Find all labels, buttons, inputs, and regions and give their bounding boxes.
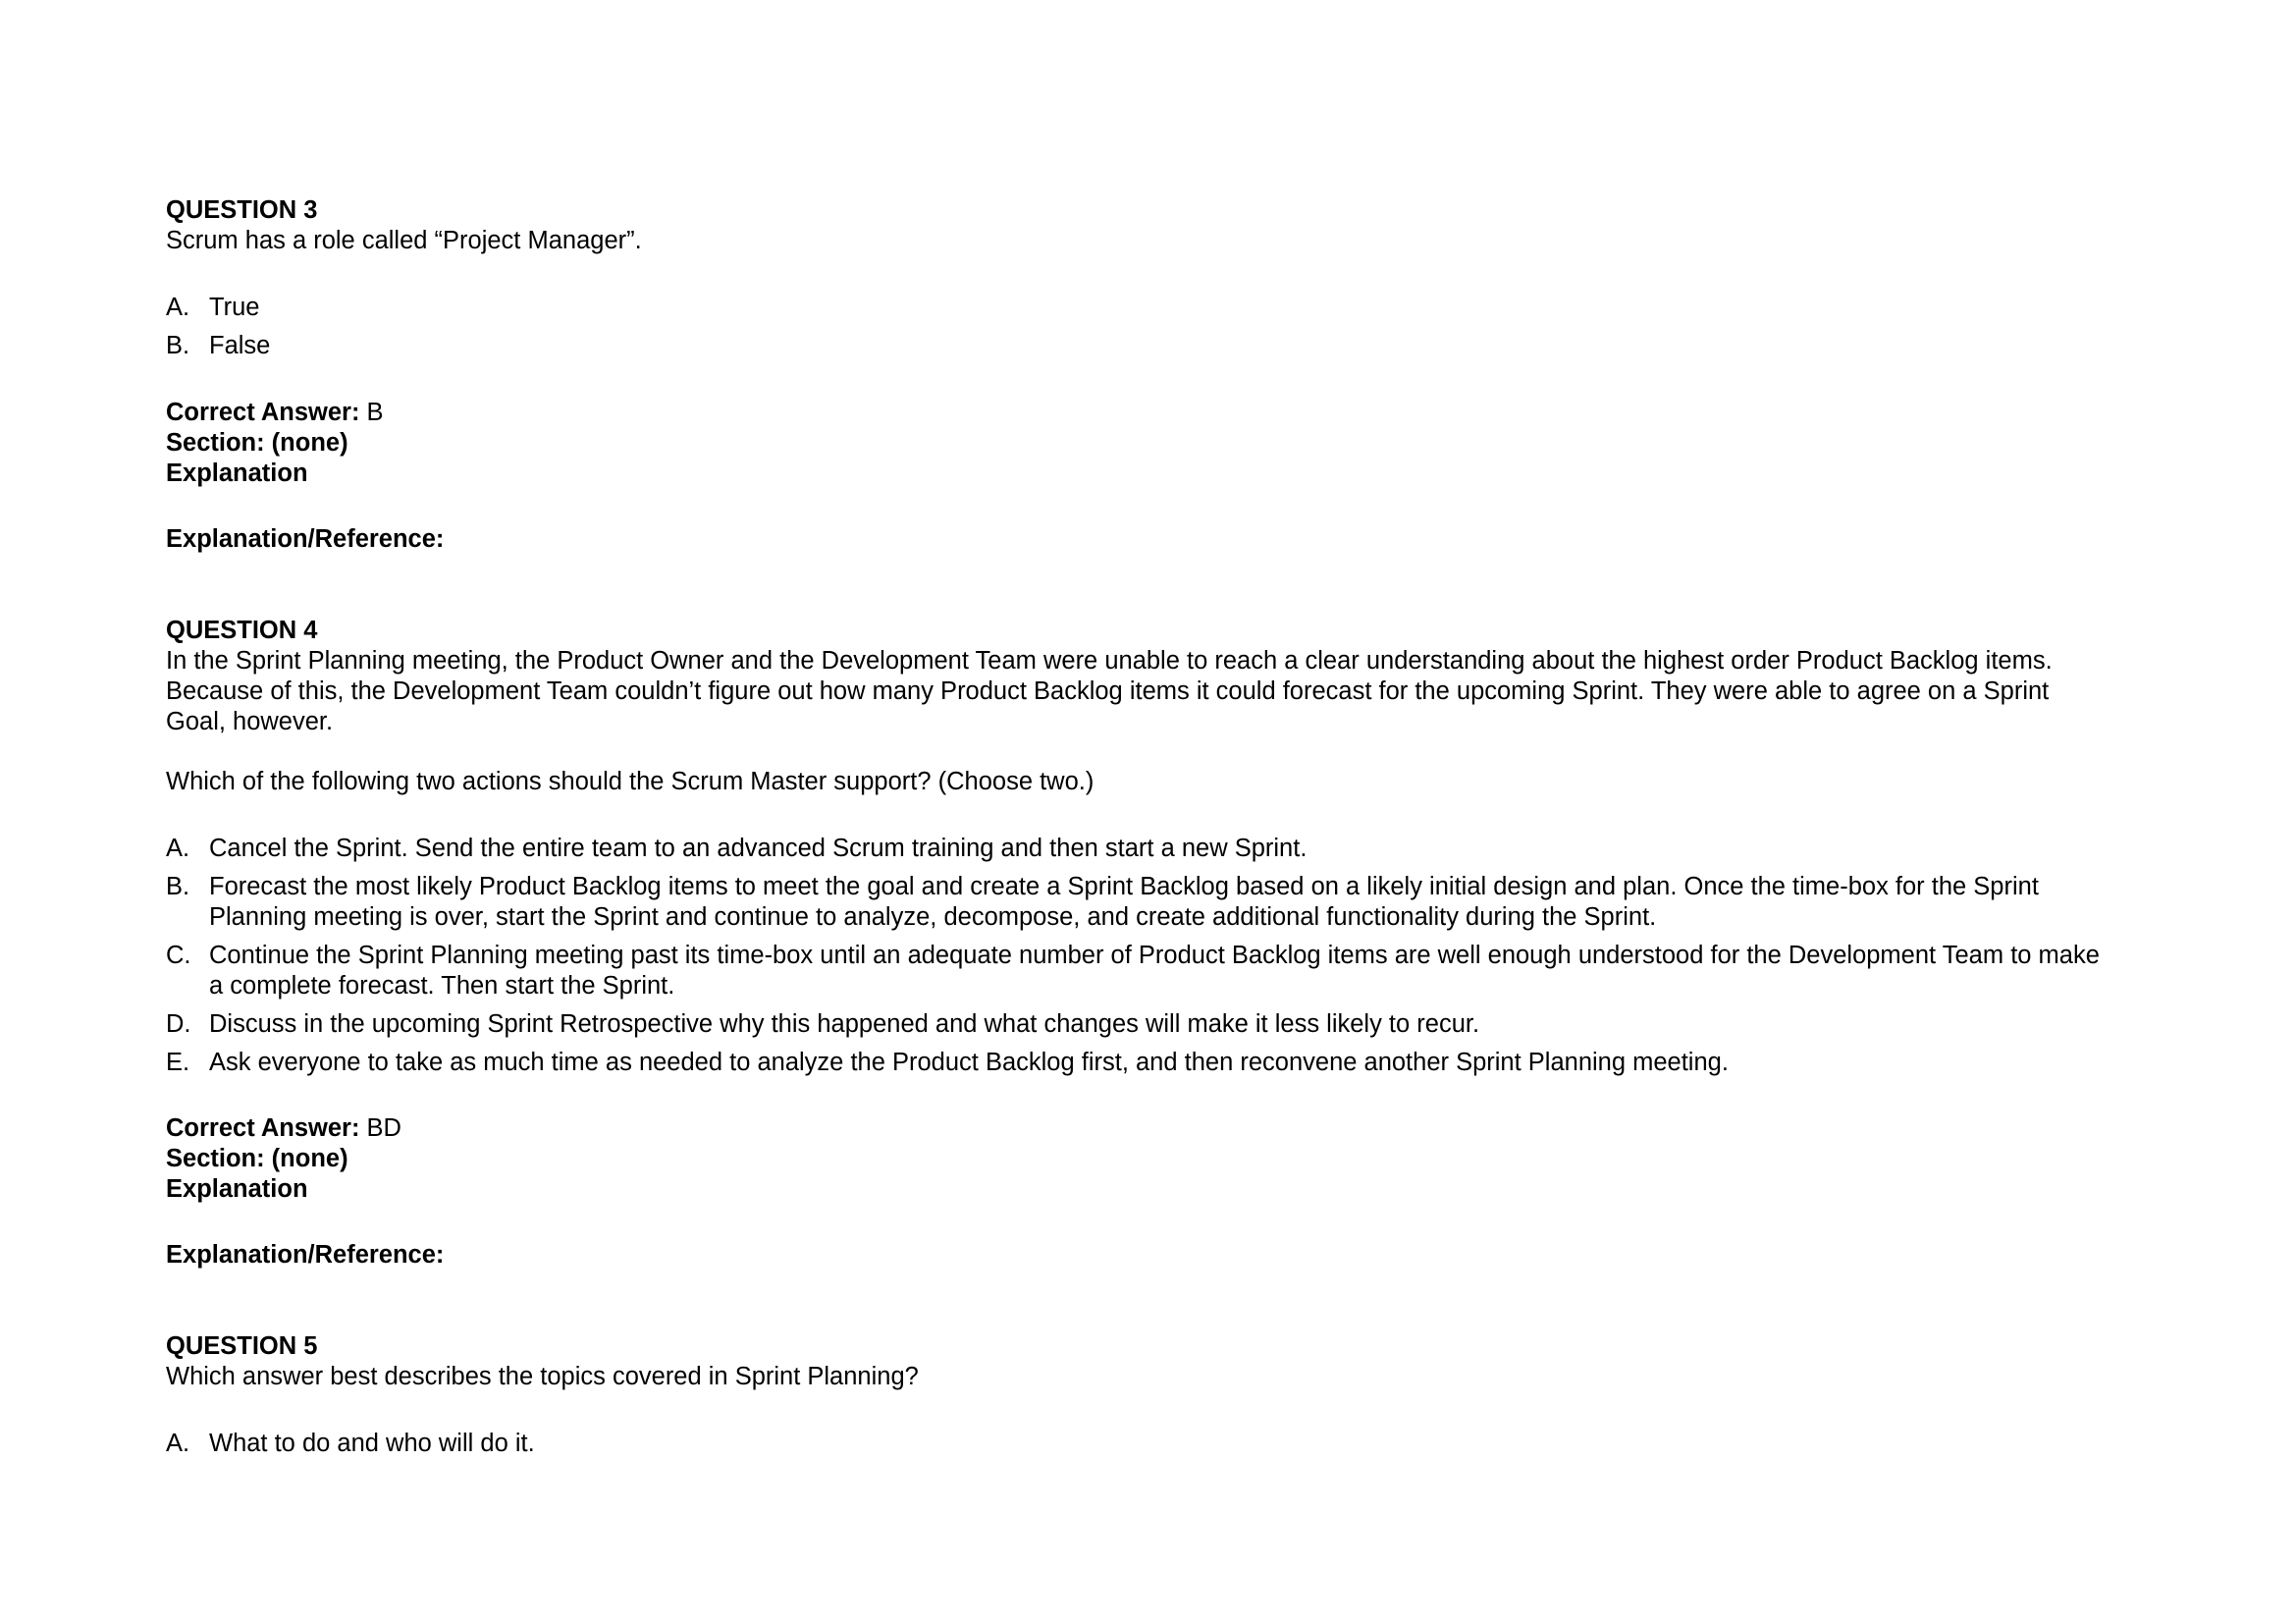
answer-option [166,1009,2114,1040]
option-letter: B. [166,873,190,900]
explanation-label: Explanation [166,460,308,487]
question-title: QUESTION 5 [166,1332,318,1360]
correct-answer-label: Correct Answer: [166,1114,360,1142]
option-letter: A. [166,294,190,321]
correct-answer [166,1113,2114,1144]
explanation-label: Explanation [166,1175,308,1203]
answer-option [166,331,2114,361]
answer-option [166,293,2114,323]
option-text: True [209,294,260,321]
option-text: What to do and who will do it. [209,1430,535,1457]
answer-option [166,1048,2114,1078]
question-title: QUESTION 3 [166,196,318,224]
question-title: QUESTION 4 [166,617,318,644]
question-stem: Which answer best describes the topics covered in Sprint Planning? [166,1363,919,1390]
option-letter: E. [166,1049,190,1076]
explanation-reference-label: Explanation/Reference: [166,525,445,553]
answer-option [166,1429,2114,1459]
answer-options [166,293,2114,361]
question-prompt: Which of the following two actions should the Scrum Master support? (Choose two.) [166,768,1095,795]
question-stem: In the Sprint Planning meeting, the Product Owner and the Development Team were unable to reach a clear understanding about the highest order Product Backlog items. Because of this, the Development Team couldn’t figure out how many Product Backlog items it could forecast for the upcoming Sprint. They were able to agree on a Sprint Goal, however. [166,647,2053,735]
correct-answer [166,398,2114,428]
correct-answer-value: BD [359,1114,401,1142]
option-text: False [209,332,271,359]
option-letter: B. [166,332,190,359]
question-3 [166,195,2114,555]
section-label: Section: (none) [166,1145,348,1172]
option-letter: D. [166,1010,191,1038]
question-4 [166,616,2114,1271]
answer-options [166,1429,2114,1459]
question-stem: Scrum has a role called “Project Manager”. [166,227,642,254]
option-letter: C. [166,942,191,969]
section-label: Section: (none) [166,429,348,457]
option-text: Forecast the most likely Product Backlog items to meet the goal and create a Sprint Backlog based on a likely initial design and plan. Once the time-box for the Sprint Planning meeting is over, start the Sprint and continue to analyze, decompose, and create additional functionality during the Sprint. [209,873,2039,931]
answer-option [166,872,2114,933]
option-text: Discuss in the upcoming Sprint Retrospective why this happened and what changes will make it less likely to recur. [209,1010,1480,1038]
option-letter: A. [166,1430,190,1457]
explanation-reference-label: Explanation/Reference: [166,1241,445,1269]
option-text: Ask everyone to take as much time as needed to analyze the Product Backlog first, and then reconvene another Sprint Planning meeting. [209,1049,1729,1076]
answer-option [166,834,2114,864]
document-page [166,195,2114,1459]
correct-answer-label: Correct Answer: [166,399,360,426]
answer-options [166,834,2114,1078]
correct-answer-value: B [359,399,384,426]
answer-option [166,941,2114,1001]
option-letter: A. [166,835,190,862]
question-5 [166,1331,2114,1459]
option-text: Cancel the Sprint. Send the entire team to an advanced Scrum training and then start a new Sprint. [209,835,1308,862]
option-text: Continue the Sprint Planning meeting past its time-box until an adequate number of Product Backlog items are well enough understood for the Development Team to make a complete forecast. Then start the Sprint. [209,942,2100,1000]
